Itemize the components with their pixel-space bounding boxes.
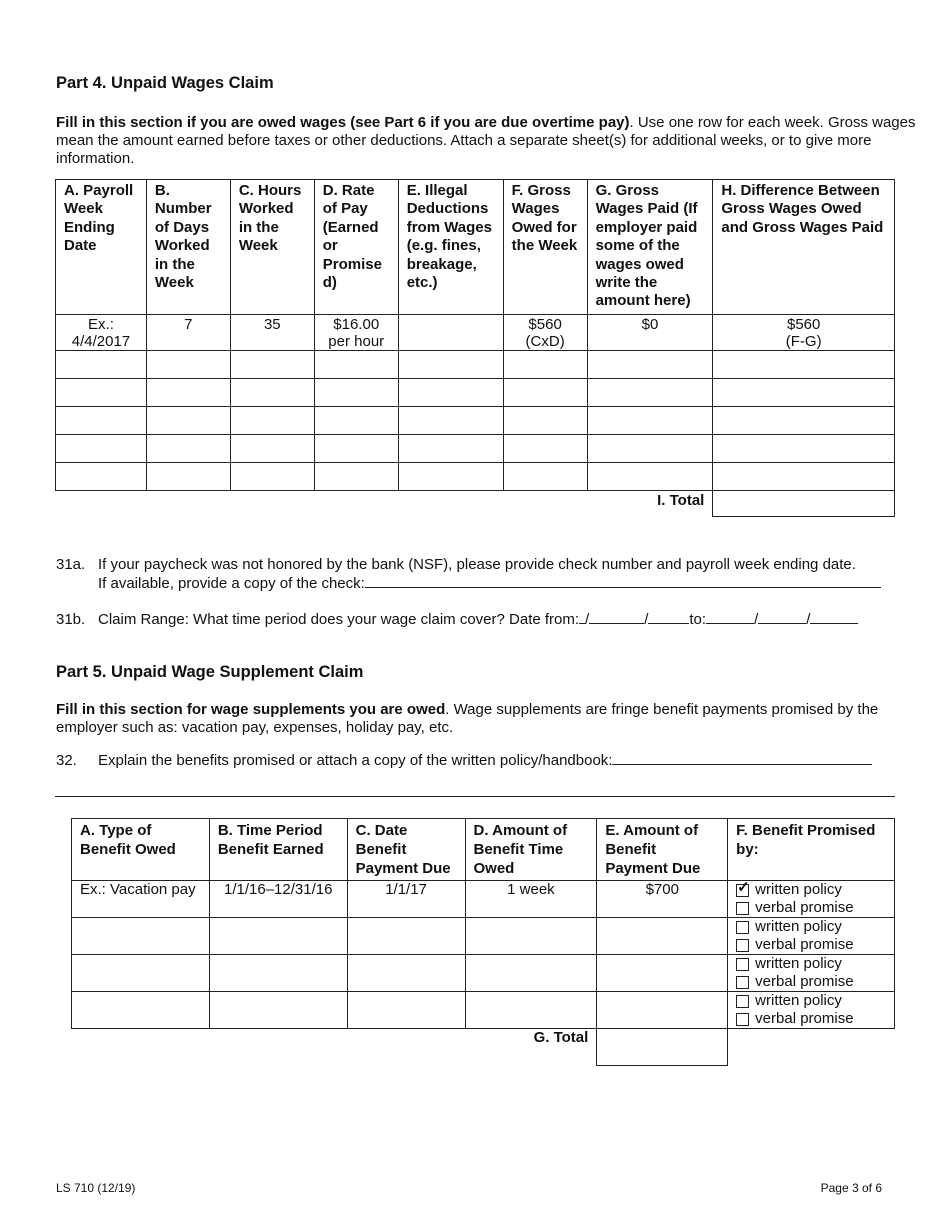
example-time-period: 1/1/16–12/31/16 — [209, 881, 347, 918]
wages-entry-row[interactable] — [56, 435, 895, 463]
q31a-text-2: If available, provide a copy of the check: — [98, 575, 365, 592]
form-id: LS 710 (12/19) — [56, 1181, 136, 1195]
benefit-total-label: G. Total — [533, 1029, 589, 1046]
q32-text: Explain the benefits promised or attach a copy of the written policy/handbook: — [98, 752, 613, 769]
verbal-promise-checkbox[interactable] — [736, 1013, 749, 1026]
benefit-total-field[interactable] — [597, 1029, 728, 1066]
wages-entry-row[interactable] — [56, 407, 895, 435]
benefit-entry-row[interactable]: written policy verbal promise — [72, 992, 895, 1029]
q32-explain-field[interactable] — [612, 750, 872, 765]
col-illegal-deductions: E. Illegal Deductions from Wages (e.g. fines, breakage, etc.) — [398, 180, 503, 315]
col-gross-wages-owed: F. Gross Wages Owed for the Week — [503, 180, 587, 315]
col-rate-of-pay: D. Rate of Pay (Earned or Promise d) — [314, 180, 398, 315]
col-hours-worked: C. Hours Worked in the Week — [230, 180, 314, 315]
date-from-day-field[interactable] — [589, 609, 644, 624]
benefit-header-row — [72, 819, 895, 881]
checkbox-icon — [736, 902, 749, 915]
q32-explain-line-2[interactable] — [55, 796, 895, 797]
checked-checkbox-icon — [736, 884, 749, 897]
col-benefit-promised-by: F. Benefit Promised by: — [728, 819, 895, 881]
col-benefit-type: A. Type of Benefit Owed — [72, 819, 210, 881]
part5-instructions-rest: . Wage supplements are fringe benefit payments promised by the employer such as: vacation pay, expenses, holiday pay, etc. — [56, 701, 879, 736]
example-benefit-type: Ex.: Vacation pay — [72, 881, 210, 918]
example-time-owed: 1 week — [465, 881, 597, 918]
q31a-text: If your paycheck was not honored by the bank (NSF), please provide check number and payroll week ending date. — [98, 556, 856, 573]
col-gross-wages-paid: G. Gross Wages Paid (If employer paid some of the wages owed write the amount here) — [587, 180, 713, 315]
example-deductions — [398, 315, 503, 351]
col-payroll-week: A. Payroll Week Ending Date — [56, 180, 147, 315]
q31b-to-label: to: — [689, 611, 707, 628]
col-time-period: B. Time Period Benefit Earned — [209, 819, 347, 881]
verbal-promise-checkbox[interactable] — [736, 939, 749, 952]
part5-instructions — [56, 701, 916, 737]
example-due-date: 1/1/17 — [347, 881, 465, 918]
col-benefit-payment-due: E. Amount of Benefit Payment Due — [597, 819, 728, 881]
q32-number: 32. — [56, 752, 77, 769]
part4-instructions-rest: . Use one row for each week. Gross wages mean the amount earned before taxes or other deductions. Attach a separate sheet(s) for additional weeks, or to give more information. — [56, 114, 916, 167]
q31b-text: Claim Range: What time period does your wage claim cover? Date from: — [98, 611, 580, 628]
wage-supplement-table — [71, 818, 895, 1066]
col-payment-due-date: C. Date Benefit Payment Due — [347, 819, 465, 881]
example-hours: 35 — [230, 315, 314, 351]
part5-title: Part 5. Unpaid Wage Supplement Claim — [56, 663, 364, 681]
question-31b: 31b. Claim Range: What time period does your wage claim cover? Date from: / / to: / / — [56, 609, 858, 628]
col-days-worked: B. Number of Days Worked in the Week — [146, 180, 230, 315]
page-number: Page 3 of 6 — [820, 1181, 882, 1195]
wages-total-label: I. Total — [657, 492, 705, 509]
part4-title: Part 4. Unpaid Wages Claim — [56, 74, 274, 92]
written-policy-checkbox[interactable] — [736, 995, 749, 1008]
date-to-year-field[interactable] — [810, 609, 858, 624]
question-31a — [56, 556, 881, 592]
wages-header-row — [56, 180, 895, 315]
part4-instructions-bold: Fill in this section if you are owed wages (see Part 6 if you are due overtime pay) — [56, 114, 630, 131]
q31a-check-field[interactable] — [365, 573, 881, 588]
example-difference: $560 (F-G) — [713, 315, 895, 351]
benefit-total-row — [72, 1029, 895, 1066]
col-difference: H. Difference Between Gross Wages Owed and Gross Wages Paid — [713, 180, 895, 315]
question-32 — [56, 750, 872, 769]
example-gross-owed: $560 (CxD) — [503, 315, 587, 351]
benefit-entry-row[interactable]: written policy verbal promise — [72, 918, 895, 955]
date-to-month-field[interactable] — [706, 609, 754, 624]
benefit-entry-row[interactable]: written policy verbal promise — [72, 955, 895, 992]
example-date: Ex.: 4/4/2017 — [56, 315, 147, 351]
example-rate: $16.00 per hour — [314, 315, 398, 351]
wages-entry-row[interactable] — [56, 379, 895, 407]
col-benefit-time-owed: D. Amount of Benefit Time Owed — [465, 819, 597, 881]
wages-example-row — [56, 315, 895, 351]
example-payment-due: $700 — [597, 881, 728, 918]
q31b-number: 31b. — [56, 611, 86, 628]
wages-total-field[interactable] — [713, 491, 895, 517]
verbal-promise-checkbox[interactable] — [736, 976, 749, 989]
wages-total-row — [56, 491, 895, 517]
part4-instructions — [56, 114, 916, 168]
q31a-number: 31a. — [56, 556, 86, 573]
date-from-year-field[interactable] — [648, 609, 689, 624]
unpaid-wages-table — [55, 179, 895, 517]
example-gross-paid: $0 — [587, 315, 713, 351]
written-policy-checkbox[interactable] — [736, 958, 749, 971]
date-to-day-field[interactable] — [758, 609, 806, 624]
wages-entry-row[interactable] — [56, 463, 895, 491]
example-promised-by: ✓ written policy verbal promise — [728, 881, 895, 918]
benefit-example-row — [72, 881, 895, 918]
wages-entry-row[interactable] — [56, 351, 895, 379]
written-policy-checkbox[interactable] — [736, 921, 749, 934]
example-days: 7 — [146, 315, 230, 351]
part5-instructions-bold: Fill in this section for wage supplements you are owed — [56, 701, 446, 718]
